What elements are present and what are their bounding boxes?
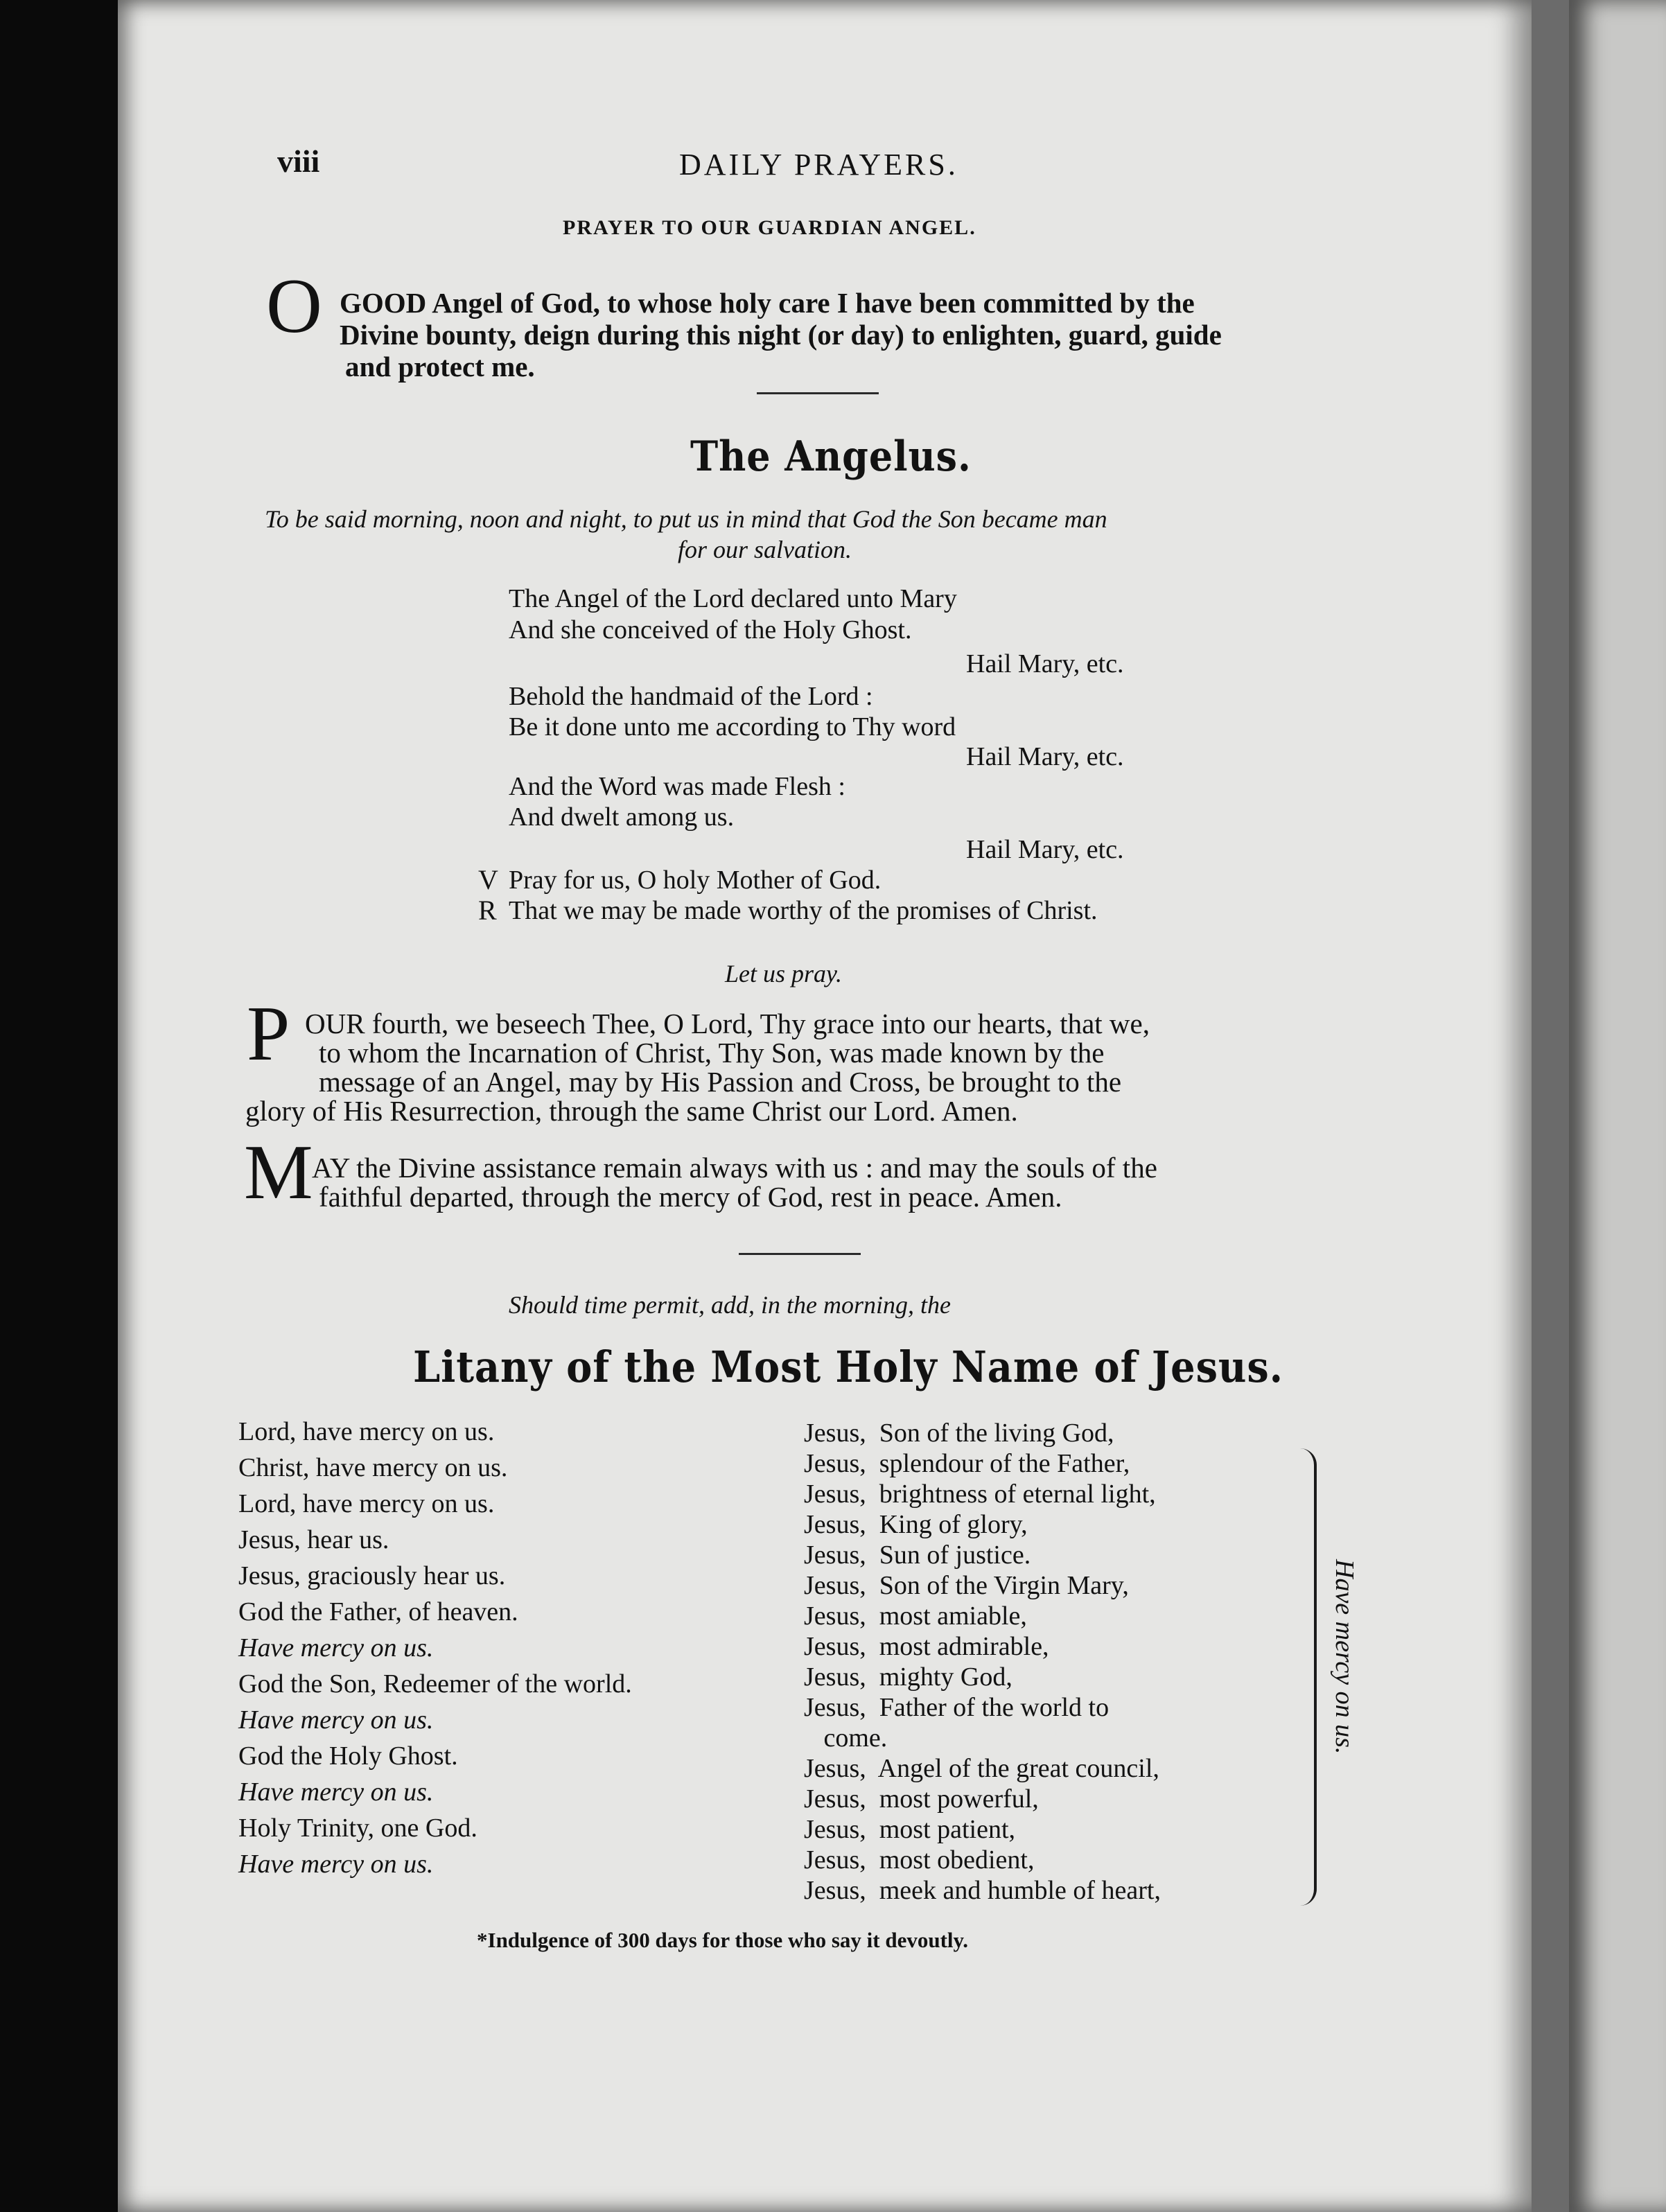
closing-prayer-line: AY the Divine assistance remain always with us : and may the souls of the bbox=[312, 1152, 1157, 1184]
litany-response: Have mercy on us. bbox=[238, 1850, 434, 1879]
angelus-verse: And dwelt among us. bbox=[509, 802, 735, 832]
guardian-angel-line: GOOD Angel of God, to whose holy care I have been committed by the bbox=[340, 287, 1195, 319]
litany-petition: Jesus, most powerful, bbox=[804, 1784, 1039, 1814]
litany-petition: come. bbox=[804, 1723, 888, 1753]
litany-petition: Jesus, Sun of justice. bbox=[804, 1540, 1031, 1570]
litany-petition: Jesus, Father of the world to bbox=[804, 1693, 1110, 1722]
litany-bracket bbox=[1300, 1448, 1317, 1906]
angelus-title: The Angelus. bbox=[690, 432, 972, 481]
angelus-rubric-line: for our salvation. bbox=[678, 536, 852, 563]
closing-prayer bbox=[312, 1153, 1157, 1211]
litany-title: Litany of the Most Holy Name of Jesus. bbox=[413, 1342, 1284, 1392]
angelus-verse: And the Word was made Flesh : bbox=[509, 772, 845, 801]
litany-petition: Jesus, most patient, bbox=[804, 1815, 1016, 1844]
angelus-prayer-line: message of an Angel, may by His Passion and Cross, be brought to the bbox=[319, 1066, 1122, 1098]
litany-petition: Jesus, most amiable, bbox=[804, 1601, 1027, 1631]
litany-invocation: Jesus, hear us. bbox=[238, 1525, 389, 1554]
litany-petition: Jesus, brightness of eternal light, bbox=[804, 1480, 1156, 1509]
angelus-response: Hail Mary, etc. bbox=[966, 835, 1124, 864]
versicle-marker: V bbox=[478, 864, 498, 895]
angelus-response: Hail Mary, etc. bbox=[966, 649, 1124, 678]
litany-invocation: Christ, have mercy on us. bbox=[238, 1453, 508, 1482]
litany-petition: Jesus, Son of the living God, bbox=[804, 1419, 1114, 1448]
versicle-text: Pray for us, O holy Mother of God. bbox=[509, 866, 882, 895]
indulgence-footnote: *Indulgence of 300 days for those who say it devoutly. bbox=[477, 1928, 969, 1952]
angelus-verse: And she conceived of the Holy Ghost. bbox=[509, 615, 912, 644]
angelus-verse: Behold the handmaid of the Lord : bbox=[509, 682, 873, 711]
guardian-angel-line: Divine bounty, deign during this night (or day) to enlighten, guard, guide bbox=[340, 319, 1222, 351]
litany-right-column bbox=[804, 1418, 1161, 1906]
litany-petition: Jesus, most obedient, bbox=[804, 1845, 1035, 1875]
angelus-rubric-line: To be said morning, noon and night, to put us in mind that God the Son became man bbox=[265, 505, 1107, 533]
litany-response: Have mercy on us. bbox=[238, 1705, 434, 1735]
litany-petition: Jesus, mighty God, bbox=[804, 1662, 1012, 1692]
angelus-prayer-line: glory of His Resurrection, through the same Christ our Lord. Amen. bbox=[245, 1095, 1018, 1127]
litany-response: Have mercy on us. bbox=[238, 1778, 434, 1807]
litany-invocation: God the Father, of heaven. bbox=[238, 1597, 518, 1626]
litany-invocation: Jesus, graciously hear us. bbox=[238, 1561, 506, 1590]
litany-petition: Jesus, Son of the Virgin Mary, bbox=[804, 1571, 1129, 1600]
let-us-pray-heading: Let us pray. bbox=[725, 960, 843, 988]
litany-petition: Jesus, meek and humble of heart, bbox=[804, 1876, 1161, 1905]
litany-invocation: God the Holy Ghost. bbox=[238, 1741, 458, 1771]
litany-invocation: Holy Trinity, one God. bbox=[238, 1814, 477, 1843]
angelus-response: Hail Mary, etc. bbox=[966, 742, 1124, 771]
section-divider bbox=[757, 392, 879, 394]
angelus-prayer bbox=[245, 1008, 1150, 1127]
litany-petition: Jesus, King of glory, bbox=[804, 1510, 1028, 1539]
guardian-angel-line: and protect me. bbox=[345, 351, 535, 383]
closing-prayer-line: faithful departed, through the mercy of God, rest in peace. Amen. bbox=[319, 1181, 1062, 1213]
facing-page-edge bbox=[1569, 0, 1666, 2212]
litany-petition: Jesus, Angel of the great council, bbox=[804, 1754, 1159, 1783]
litany-rubric: Should time permit, add, in the morning, the bbox=[509, 1291, 951, 1319]
litany-left-column bbox=[238, 1416, 632, 1879]
litany-petition: Jesus, splendour of the Father, bbox=[804, 1449, 1130, 1478]
angelus-prayer-dropcap: P bbox=[247, 991, 290, 1077]
litany-invocation: God the Son, Redeemer of the world. bbox=[238, 1669, 632, 1698]
angelus-prayer-line: to whom the Incarnation of Christ, Thy Son, was made known by the bbox=[319, 1037, 1105, 1069]
closing-prayer-dropcap: M bbox=[244, 1130, 313, 1215]
section-divider bbox=[739, 1253, 861, 1255]
angelus-prayer-line: OUR fourth, we beseech Thee, O Lord, Thy grace into our hearts, that we, bbox=[305, 1008, 1150, 1039]
page-number: viii bbox=[277, 143, 320, 179]
litany-response: Have mercy on us. bbox=[238, 1633, 434, 1662]
response-text: That we may be made worthy of the promises of Christ. bbox=[509, 896, 1098, 925]
bracket-response: Have mercy on us. bbox=[1330, 1559, 1359, 1755]
litany-invocation: Lord, have mercy on us. bbox=[238, 1489, 495, 1518]
running-head: DAILY PRAYERS. bbox=[679, 148, 958, 182]
guardian-angel-dropcap: O bbox=[266, 263, 322, 349]
response-marker: R bbox=[478, 895, 497, 926]
guardian-angel-title: PRAYER TO OUR GUARDIAN ANGEL. bbox=[563, 216, 976, 239]
page-edge bbox=[1532, 0, 1569, 2212]
angelus-verse: The Angel of the Lord declared unto Mary bbox=[509, 584, 957, 613]
guardian-angel-prayer bbox=[340, 287, 1222, 383]
litany-invocation: Lord, have mercy on us. bbox=[238, 1417, 495, 1446]
litany-petition: Jesus, most admirable, bbox=[804, 1632, 1049, 1661]
angelus-verse: Be it done unto me according to Thy word bbox=[509, 712, 956, 741]
